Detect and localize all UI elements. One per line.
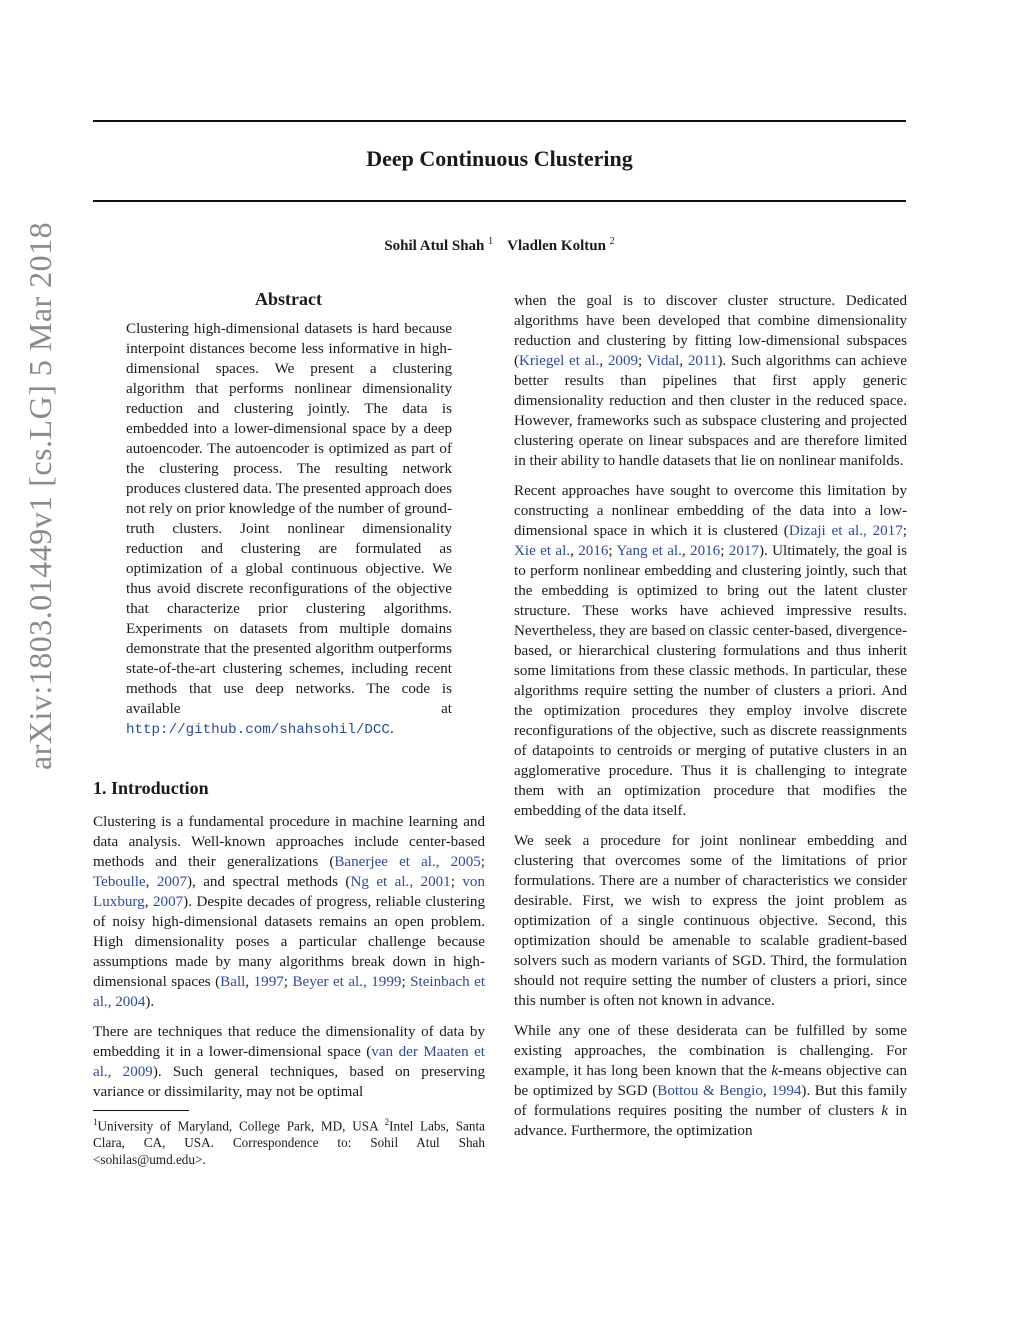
arxiv-side-label: arXiv:1803.01449v1 [cs.LG] 5 Mar 2018 bbox=[22, 221, 58, 770]
citation-link[interactable]: 2017 bbox=[728, 543, 759, 559]
author-name: Vladlen Koltun bbox=[507, 238, 606, 254]
citation-link[interactable]: von Luxburg bbox=[93, 874, 486, 910]
citation-link[interactable]: 2007 bbox=[152, 894, 184, 910]
paragraph: Clustering is a fundamental procedure in machine learning and data analysis. Well-known approaches include center-based methods and their generalizations (Banerjee et al., 2005; Teboulle, 2007), and spectral methods (Ng et al., 2001; von Luxburg, 2007). Despite decades of progress, reliable clustering of noisy high-dimensional datasets remains an open problem. High dimensionality poses a particular challenge because assumptions made by many algorithms break down in high-dimensional spaces (Ball, 1997; Beyer et al., 1999; Steinbach et al., 2004). bbox=[93, 814, 486, 1010]
citation-link[interactable]: Vidal bbox=[646, 353, 680, 369]
citation-link[interactable]: 2016 bbox=[690, 543, 721, 559]
citation-link[interactable]: Bottou & Bengio bbox=[657, 1083, 763, 1099]
citation-link[interactable]: 2011 bbox=[687, 353, 718, 369]
footnote-rule bbox=[93, 1110, 189, 1111]
citation-link[interactable]: Dizaji et al., 2017 bbox=[788, 523, 903, 539]
math-variable: k bbox=[771, 1063, 779, 1079]
paragraph: There are techniques that reduce the dimensionality of data by embedding it in a lower-dimensional space (van der Maaten et al., 2009). Such general techniques, based on preserving variance or dissimilarity, may not be optimal bbox=[93, 1024, 486, 1100]
paragraph: Recent approaches have sought to overcome this limitation by constructing a nonlinear embedding of the data into a low-dimensional space in which it is clustered (Dizaji et al., 2017; Xie et al., 2016; Yang et al., 2016; 2017). Ultimately, the goal is to perform nonlinear embedding and clustering jointly, such that the embedding is optimized to bring out the latent cluster structure. These works have achieved impressive results. Nevertheless, they are based on classic center-based, divergence-based, or hierarchical clustering formulations and thus inherit some limitations from these classic methods. In particular, these algorithms require setting the number of clusters a priori. And the optimization procedures they employ involve discrete reconfigurations of the objective, such as discrete reassignments of datapoints to centroids or merging of putative clusters in an agglomerative procedure. Thus it is challenging to integrate them with an optimization procedure that modifies the embedding of the data itself. bbox=[514, 483, 908, 819]
affiliation-footnote: $^1$University of Maryland, College Park, MD, USA $^2$Intel Labs, Santa Clara, CA, USA. Correspondence to: Sohil Atul Shah <sohilas@umd.edu>. bbox=[93, 1117, 485, 1168]
paragraph: We seek a procedure for joint nonlinear embedding and clustering that overcomes some of the limitations of prior formulations. There are a number of characteristics we consider desirable. First, we wish to express the joint problem as optimization of a single continuous objective. Second, this optimization should be amenable to scalable gradient-based solvers such as modern variants of SGD. Third, the formulation should not require setting the number of clusters a priori, since this number is often not known in advance. bbox=[514, 833, 907, 1009]
citation-link[interactable]: Yang et al. bbox=[616, 543, 682, 559]
citation-link[interactable]: 2007 bbox=[156, 874, 187, 890]
paragraph: when the goal is to discover cluster structure. Dedicated algorithms have been developed that combine dimensionality reduction and clustering by fitting low-dimensional subspaces (Kriegel et al., 2009; Vidal, 2011). Such algorithms can achieve better results than pipelines that first apply generic dimensionality reduction and then cluster in the reduced space. However, frameworks such as subspace clustering and projected clustering operate on linear subspaces and are therefore limited in their ability to handle datasets that lie on nonlinear manifolds. bbox=[514, 293, 907, 469]
citation-link[interactable]: Kriegel et al. bbox=[519, 353, 600, 369]
citation-link[interactable]: Teboulle bbox=[93, 874, 146, 890]
citation-link[interactable]: Beyer et al., 1999 bbox=[292, 974, 402, 990]
citation-link[interactable]: 2009 bbox=[607, 353, 639, 369]
left-column-body bbox=[93, 812, 485, 1112]
author-list bbox=[93, 236, 906, 255]
author-affiliation-mark: 1 bbox=[488, 236, 494, 247]
citation-link[interactable]: Ng et al., 2001 bbox=[350, 874, 451, 890]
citation-link[interactable]: 1997 bbox=[253, 974, 284, 990]
right-column-body bbox=[514, 291, 907, 1151]
math-variable: k bbox=[881, 1103, 889, 1119]
citation-link[interactable]: Ball bbox=[220, 974, 246, 990]
code-url-link[interactable]: http://github.com/shahsohil/DCC bbox=[126, 722, 390, 738]
title-top-rule bbox=[93, 120, 906, 122]
abstract-text: Clustering high-dimensional datasets is hard because interpoint distances become less informative in high-dimensional spaces. We present a clustering algorithm that performs nonlinear dimensionality reduction and clustering jointly. The data is embedded into a lower-dimensional space by a deep autoencoder. The autoencoder is optimized as part of the clustering process. The resulting network produces clustered data. The presented approach does not rely on prior knowledge of the number of ground-truth clusters. Joint nonlinear dimensionality reduction and clustering are formulated as optimization of a global continuous objective. We thus avoid discrete reconfigurations of the objective that characterize prior clustering algorithms. Experiments on datasets from multiple domains demonstrate that the presented algorithm outperforms state-of-the-art clustering schemes, including recent methods that use deep networks. The code is available at bbox=[126, 321, 452, 717]
abstract-body: Clustering high-dimensional datasets is hard because interpoint distances become less informative in high-dimensional spaces. We present a clustering algorithm that performs nonlinear dimensionality reduction and clustering jointly. The data is embedded into a lower-dimensional space by a deep autoencoder. The autoencoder is optimized as part of the clustering process. The resulting network produces clustered data. The presented approach does not rely on prior knowledge of the number of ground-truth clusters. Joint nonlinear dimensionality reduction and clustering are formulated as optimization of a global continuous objective. We thus avoid discrete reconfigurations of the objective that characterize prior clustering algorithms. Experiments on datasets from multiple domains demonstrate that the presented algorithm outperforms state-of-the-art clustering schemes, including recent methods that use deep networks. The code is available at http://github.com/shahsohil/DCC. bbox=[126, 321, 452, 738]
paper-title: Deep Continuous Clustering bbox=[366, 146, 633, 171]
citation-link[interactable]: Xie et al. bbox=[514, 543, 571, 559]
paragraph: While any one of these desiderata can be fulfilled by some existing approaches, the combination is challenging. For example, it has long been known that the k-means objective can be optimized by SGD (Bottou & Bengio, 1994). But this family of formulations requires positing the number of clusters k in advance. Furthermore, the optimization bbox=[514, 1023, 907, 1139]
author-affiliation-mark: 2 bbox=[609, 236, 615, 247]
citation-link[interactable]: van der Maaten et al., 2009 bbox=[93, 1044, 486, 1080]
citation-link[interactable]: Steinbach et al., 2004 bbox=[93, 974, 486, 1010]
author-name: Sohil Atul Shah bbox=[384, 238, 485, 254]
section-heading-introduction: 1. Introduction bbox=[93, 778, 209, 798]
citation-link[interactable]: 2016 bbox=[578, 543, 609, 559]
abstract-heading: Abstract bbox=[255, 289, 322, 309]
citation-link[interactable]: 1994 bbox=[771, 1083, 802, 1099]
title-bottom-rule bbox=[93, 200, 906, 202]
citation-link[interactable]: Banerjee et al., 2005 bbox=[334, 854, 481, 870]
